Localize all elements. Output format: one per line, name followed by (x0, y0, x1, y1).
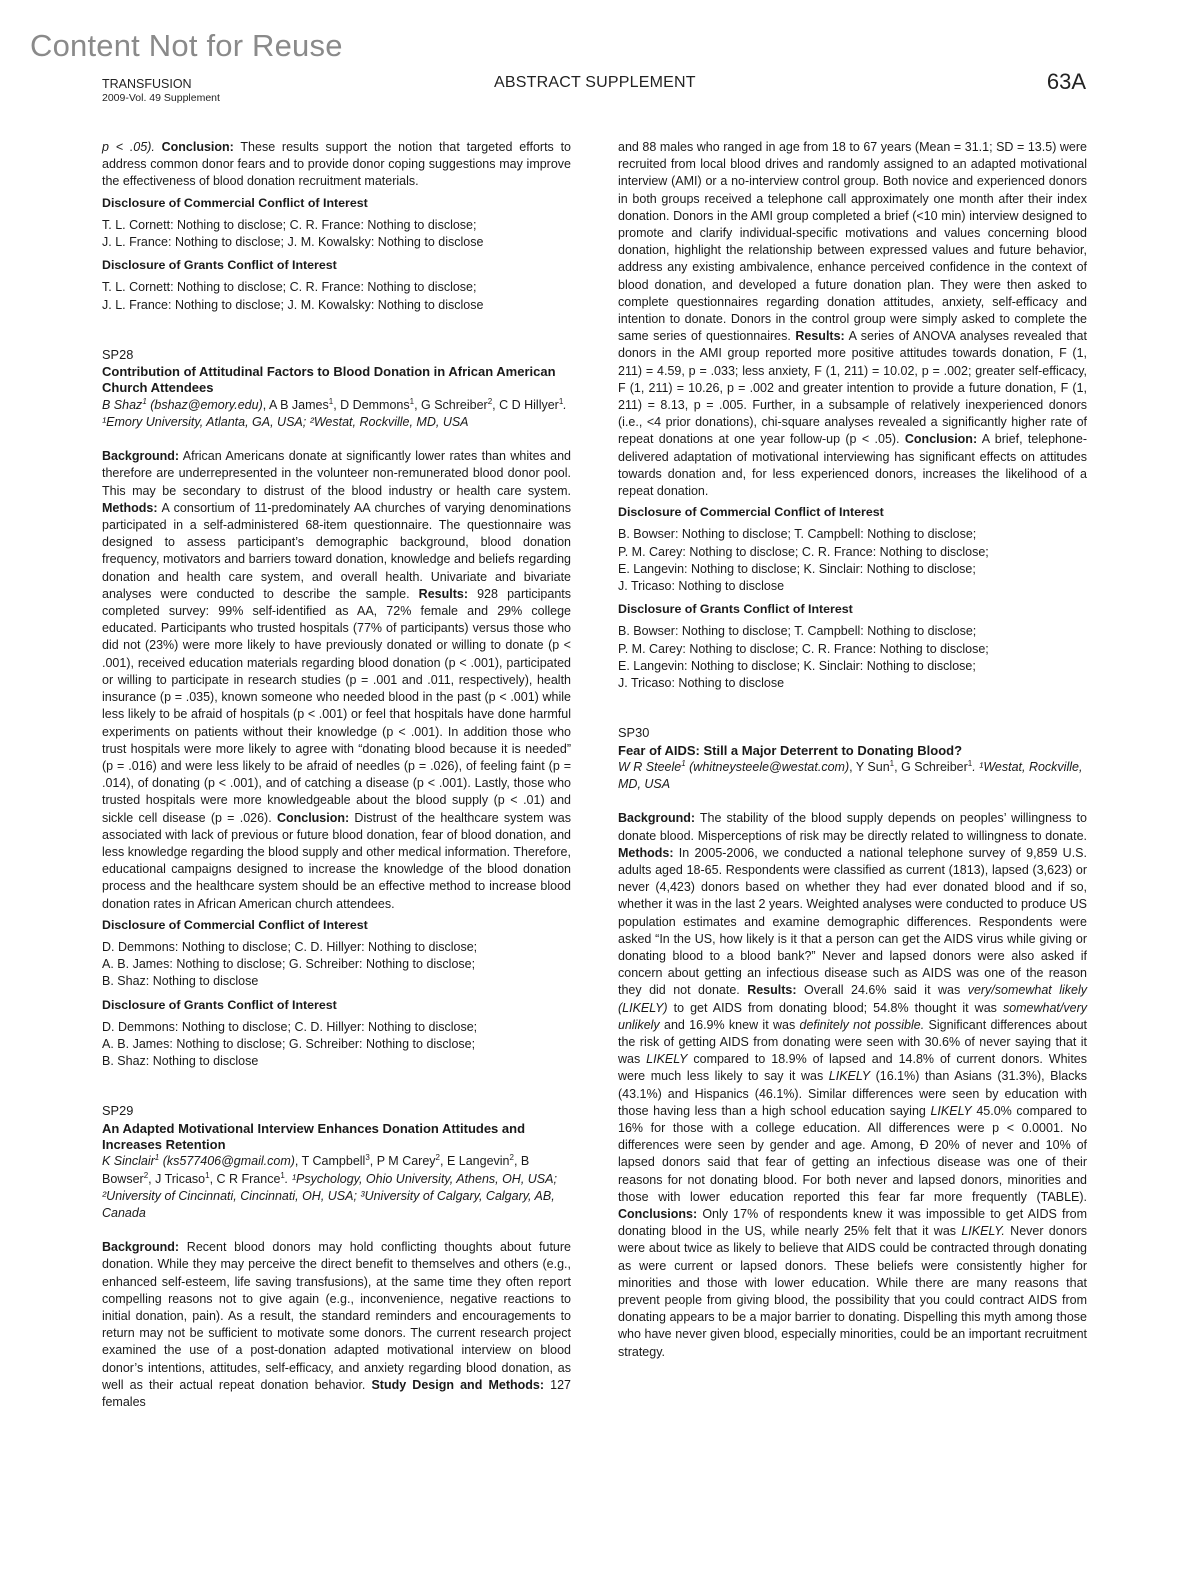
disclosure-line: D. Demmons: Nothing to disclose; C. D. Hillyer: Nothing to disclose; (102, 939, 478, 954)
disclosure-line: A. B. James: Nothing to disclose; G. Schreiber: Nothing to disclose; (102, 1036, 476, 1051)
intro-paragraph: p < .05). Conclusion: These results support the notion that targeted efforts to address common donor fears and to provide donor coping suggestions may improve the effectiveness of blood donation recruitment materials. (102, 140, 571, 189)
disclosure-line: B. Bowser: Nothing to disclose; T. Campbell: Nothing to disclose; (618, 527, 977, 542)
abstract-id-sp28: SP28 (102, 346, 134, 362)
abstract-id-sp29: SP29 (102, 1103, 134, 1119)
page-number: 63A (1046, 69, 1086, 94)
disclosure-line: E. Langevin: Nothing to disclose; K. Sinclair: Nothing to disclose; (618, 561, 976, 576)
left-column (102, 139, 571, 1411)
disclosure-line: B. Bowser: Nothing to disclose; T. Campbell: Nothing to disclose; (618, 624, 977, 639)
disclosure-commercial-heading: Disclosure of Commercial Conflict of Interest (618, 505, 884, 520)
disclosure-line: A. B. James: Nothing to disclose; G. Schreiber: Nothing to disclose; (102, 957, 476, 972)
journal-volume: 2009-Vol. 49 Supplement (102, 92, 220, 104)
disclosure-line: J. Tricaso: Nothing to disclose (618, 676, 785, 691)
disclosure-commercial-heading: Disclosure of Commercial Conflict of Interest (102, 195, 368, 210)
disclosure-grants-list (618, 623, 1087, 692)
abstract-title-sp30: Fear of AIDS: Still a Major Deterrent to Donating Blood? (618, 742, 963, 758)
abstract-authors-sp30: W R Steele$^1$ (whitneysteele@westat.com), Y Sun$^1$, G Schreiber$^1$. ¹Westat, Rockville, MD, USA (618, 758, 1083, 792)
watermark: Content Not for Reuse (30, 28, 343, 63)
disclosure-commercial-heading: Disclosure of Commercial Conflict of Interest (102, 917, 368, 932)
disclosure-line: T. L. Cornett: Nothing to disclose; C. R. France: Nothing to disclose; (102, 280, 477, 295)
disclosure-line: P. M. Carey: Nothing to disclose; C. R. France: Nothing to disclose; (618, 544, 989, 559)
journal-header (102, 77, 220, 105)
abstract-authors-sp28: B Shaz$^1$ (bshaz@emory.edu), A B James$^1$, D Demmons$^1$, G Schreiber$^2$, C D Hillyer$^1$. ¹Emory University, Atlanta, GA, USA; ²Westat, Rockville, MD, USA (102, 396, 567, 430)
disclosure-line: B. Shaz: Nothing to disclose (102, 974, 259, 989)
right-column (618, 139, 1087, 1361)
section-title: ABSTRACT SUPPLEMENT (494, 74, 696, 91)
disclosure-grants-heading: Disclosure of Grants Conflict of Interest (102, 258, 337, 273)
disclosure-line: P. M. Carey: Nothing to disclose; C. R. France: Nothing to disclose; (618, 641, 989, 656)
disclosure-grants-heading: Disclosure of Grants Conflict of Interest (102, 997, 337, 1012)
disclosure-line: T. L. Cornett: Nothing to disclose; C. R. France: Nothing to disclose; (102, 217, 477, 232)
disclosure-grants-heading: Disclosure of Grants Conflict of Interest (618, 602, 853, 617)
disclosure-line: B. Shaz: Nothing to disclose (102, 1054, 259, 1069)
abstract-authors-sp29: K Sinclair$^1$ (ks577406@gmail.com), T Campbell$^3$, P M Carey$^2$, E Langevin$^2$, B Bowser$^2$, J Tricaso$^1$, C R France$^1$. ¹Psychology, Ohio University, Athens, OH, USA; ²University of Cincinnati, Cincinnati, OH, USA; ³University of Calgary, Calgary, AB, Canada (102, 1153, 557, 1220)
disclosure-commercial-list (618, 526, 1087, 595)
abstract-body-sp30: Background: The stability of the blood supply depends on peoples’ willingness to donate blood. Misperceptions of risk may be directly related to willingness to donate. Methods: In 2005-2006, we conducted a national telephone survey of 9,859 U.S. adults aged 18-65. Respondents were classified as current (1813), lapsed (3,623) or never (4,423) donors based on whether they had ever donated blood and if so, whether it was in the last 2 years. Weighted analyses were conducted to produce US population estimates and examine demographic differences. Respondents were asked “In the US, how likely is it that a person can get the AIDS virus while giving or donating blood to a blood bank?” Never and lapsed donors were also asked if concern about getting an infectious disease such as AIDS was one of the reason they did not donate. Results: Overall 24.6% said it was very/somewhat likely (LIKELY) to get AIDS from donating blood; 54.8% thought it was somewhat/very unlikely and 16.9% knew it was definitely not possible. Significant differences about the risk of getting AIDS from donating were seen with 30.6% of never saying that it was LIKELY compared to 18.9% of lapsed and 14.8% of current donors. Whites were much less likely to say it was LIKELY (16.1%) than Asians (31.3%), Blacks (43.1%) and Hispanics (46.1%). Similar differences were seen by education with those having less than a high school education saying LIKELY 45.0% compared to 16% for those with a college education. All differences were p < 0.0001. No differences were seen by gender and age. Among, Ð 20% of never and 10% of lapsed donors said that fear of getting an infectious disease was one of their reasons for not donating blood. For both never and lapsed donors, minorities and those with lower education reported this fear far more frequently (TABLE). Conclusions: Only 17% of respondents knew it was impossible to get AIDS from donating blood in the US, while nearly 25% felt that it was LIKELY. Never donors were about twice as likely to believe that AIDS could be contracted through donating as were current or lapsed donors. These beliefs were consistently higher for minorities and those with lower education. While there are many reasons that prevent people from giving blood, the possibility that you could contract AIDS from donating appears to be a major barrier to donating. Dispelling this myth among those who have never given blood, especially minorities, could be an important recruitment strategy. (618, 811, 1088, 1359)
disclosure-grants-list (102, 279, 571, 313)
disclosure-commercial-list (102, 939, 571, 991)
disclosure-line: J. L. France: Nothing to disclose; J. M. Kowalsky: Nothing to disclose (102, 297, 484, 312)
disclosure-line: J. Tricaso: Nothing to disclose (618, 579, 785, 594)
journal-name: TRANSFUSION (102, 77, 192, 91)
abstract-body-sp29: Background: Recent blood donors may hold conflicting thoughts about future donation. While they may perceive the direct benefit to themselves and others (e.g., enhanced self-esteem, life saving transfusions), at the same time they often report compelling reasons not to give again (e.g., inconvenience, negative reactions to initial donation, pain). As a result, the standard reminders and encouragements to return may not be sufficient to motivate some donors. The current research project examined the use of a post-donation adapted motivational interview on blood donor’s intentions, attitudes, self-efficacy, and anxiety regarding blood donation, as well as their actual repeat donation behavior. Study Design and Methods: 127 females (102, 1240, 571, 1410)
abstract-title-sp29: An Adapted Motivational Interview Enhances Donation Attitudes and Increases Retention (102, 1120, 526, 1152)
disclosure-line: J. L. France: Nothing to disclose; J. M. Kowalsky: Nothing to disclose (102, 235, 484, 250)
disclosure-line: D. Demmons: Nothing to disclose; C. D. Hillyer: Nothing to disclose; (102, 1019, 478, 1034)
abstract-title-sp28: Contribution of Attitudinal Factors to Blood Donation in African American Church Attendees (102, 364, 556, 396)
disclosure-line: E. Langevin: Nothing to disclose; K. Sinclair: Nothing to disclose; (618, 658, 976, 673)
disclosure-grants-list (102, 1019, 571, 1071)
disclosure-commercial-list (102, 217, 571, 251)
abstract-id-sp30: SP30 (618, 725, 650, 741)
abstract-body-sp28: Background: African Americans donate at significantly lower rates than whites and therefore are underrepresented in the volunteer non-remunerated blood donor pool. This may be secondary to distrust of the blood industry or health care system. Methods: A consortium of 11-predominately AA churches of varying denominations participated in a self-administered 68-item questionnaire. The questionnaire was designed to assess participant’s demographic background, blood donation frequency, motivators and barriers toward donation, knowledge and beliefs regarding donation and health care system, and overall health. Univariate and bivariate analyses were conducted to describe the sample. Results: 928 participants completed survey: 99% self-identified as AA, 72% female and 29% college educated. Participants who trusted hospitals (77% of participants) versus those who did not (23%) were more likely to have previously donated or willing to donate (p < .001), received education materials regarding blood donation (p < .001), participated or willing to participate in research studies (p = .001 and .011, respectively), health insurance (p = .035), known someone who needed blood in the past (p < .001) while less likely to be afraid of hospitals (p < .001) or feel that hospitals have done harmful experiments on patients without their knowledge (p < .001). In addition those who trust hospitals were more likely to agree with “donating blood because it is needed” (p = .016) and were less likely to be afraid of needles (p = .026), of feeling faint (p = .014), of donating (p < .001), and of catching a disease (p < .001). Lastly, those who trusted hospitals were more knowledgeable about the blood supply (p < .01) and sickle cell disease (p = .026). Conclusion: Distrust of the healthcare system was associated with lack of previous or future blood donation, fear of blood donation, and less knowledge regarding the blood supply and other medical information. Therefore, educational campaigns designed to increase the knowledge of the blood donation process and the healthcare system should be an effective method to increase blood donation rates in African American church attendees. (102, 449, 571, 911)
abstract-body-sp29-continued: and 88 males who ranged in age from 18 to 67 years (Mean = 31.1; SD = 13.5) were recruited from local blood drives and randomly assigned to an adapted motivational interview (AMI) or a no-interview control group. Both novice and experienced donors in both groups received a telephone call approximately one month after their index donation. Donors in the AMI group completed a brief (<10 min) interview designed to promote and clarify individual-specific motivations and values concerning blood donation, highlight the relationship between expressed values and future behavior, address any existing ambivalence, enhance perceived confidence in the context of blood donation, and developed a future donation plan. They were then asked to complete questionnaires regarding donation attitudes, anxiety, self-efficacy and intention to donate. Donors in the control group were simply asked to complete the same series of questionnaires. Results: A series of ANOVA analyses revealed that donors in the AMI group reported more positive attitudes towards donation, F (1, 211) = 4.59, p = .033; less anxiety, F (1, 211) = 10.02, p = .002; greater self-efficacy, F (1, 211) = 10.26, p = .002 and greater intention to provide a future donation, F (1, 211) = 8.13, p = .005. Further, in a subsample of relatively inexperienced donors (i.e., <4 prior donations), chi-square analyses revealed a significantly higher rate of repeat donations at one year follow-up (p < .05). Conclusion: A brief, telephone-delivered adaptation of motivational interviewing has significant effects on attitudes towards donation and, for less experienced donors, increases the likelihood of a repeat donation. (618, 140, 1087, 499)
